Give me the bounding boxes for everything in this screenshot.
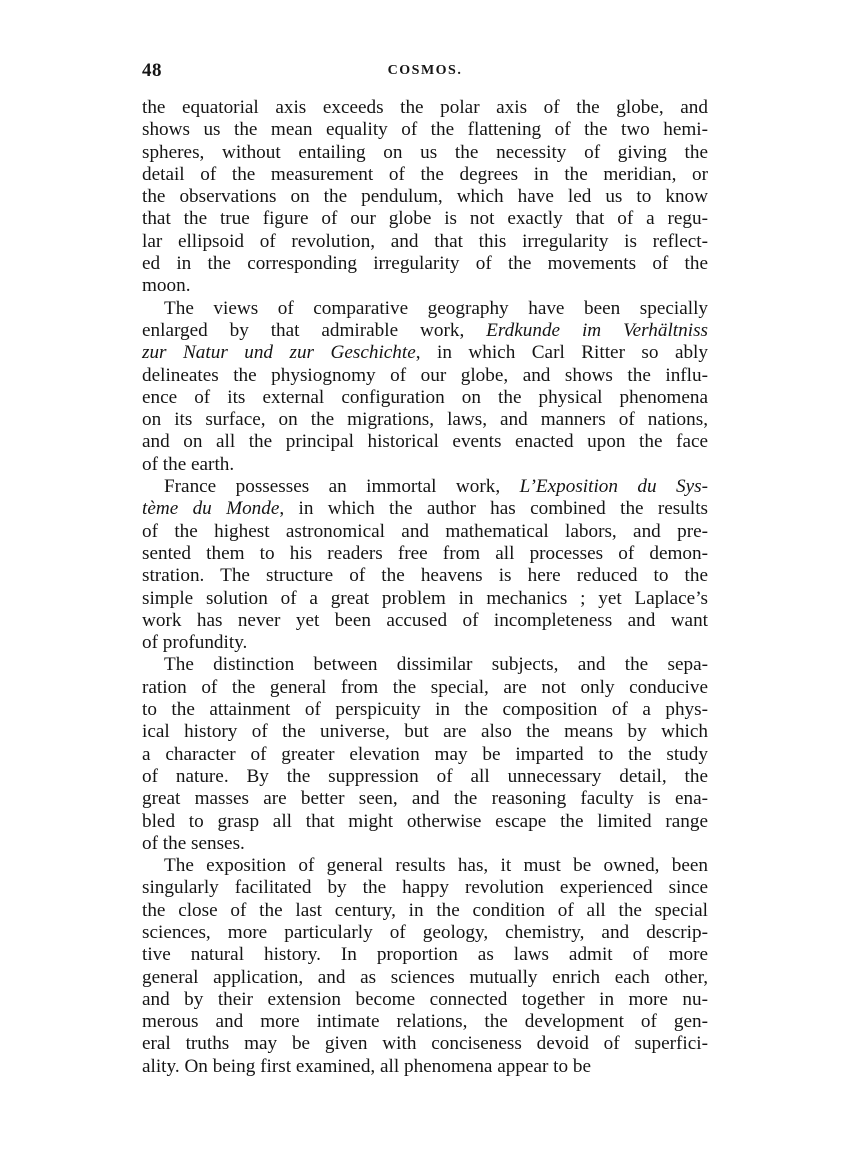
text-line: the observations on the pendulum, which have led us to know xyxy=(142,186,708,208)
text-line: eral truths may be given with conciseness devoid of superfici- xyxy=(142,1033,708,1055)
text-run: , in which the author has combined the results xyxy=(279,498,708,520)
paragraph xyxy=(142,855,708,1078)
text-line xyxy=(142,476,708,498)
text-run: , in which Carl Ritter so ably xyxy=(415,342,708,364)
text-line: of the senses. xyxy=(142,832,245,854)
text-line: singularly facilitated by the happy revolution experienced since xyxy=(142,877,708,899)
text-line: stration. The structure of the heavens is here reduced to the xyxy=(142,565,708,587)
paragraph xyxy=(142,298,708,476)
text-line: a character of greater elevation may be imparted to the study xyxy=(142,743,708,765)
text-run: enlarged by that admirable work, xyxy=(142,319,487,341)
text-line: The views of comparative geography have been specially xyxy=(164,297,708,319)
text-line: merous and more intimate relations, the development of gen- xyxy=(142,1011,708,1033)
text-line: tive natural history. In proportion as laws admit of more xyxy=(142,944,708,966)
text-line: ical history of the universe, but are also the means by which xyxy=(142,721,708,743)
text-line: ality. On being first examined, all phenomena appear to be xyxy=(142,1055,591,1077)
text-line: and by their extension become connected together in more nu- xyxy=(142,988,708,1010)
text-line: delineates the physiognomy of our globe, and shows the influ- xyxy=(142,364,708,386)
italic-title: L’Exposition du Sys- xyxy=(519,476,708,498)
text-line: sented them to his readers free from all processes of demon- xyxy=(142,542,708,564)
italic-title: zur Natur und zur Geschichte xyxy=(142,342,416,364)
text-line: and on all the principal historical events enacted upon the face xyxy=(142,431,708,453)
text-line: detail of the measurement of the degrees in the meridian, or xyxy=(142,163,708,185)
text-line: that the true figure of our globe is not exactly that of a regu- xyxy=(142,208,708,230)
text-line: the close of the last century, in the condition of all the special xyxy=(142,899,708,921)
text-line: ence of its external configuration on the physical phenomena xyxy=(142,386,708,408)
page-header xyxy=(142,60,708,82)
text-line: of profundity. xyxy=(142,632,248,654)
text-line: moon. xyxy=(142,275,191,297)
text-line: of the earth. xyxy=(142,453,235,475)
text-line xyxy=(142,342,708,364)
text-line: The exposition of general results has, it must be owned, been xyxy=(164,855,708,877)
running-title: COSMOS. xyxy=(387,63,463,78)
text-line: the equatorial axis exceeds the polar axis of the globe, and xyxy=(142,97,708,118)
text-line: The distinction between dissimilar subjects, and the sepa- xyxy=(164,654,708,676)
italic-title: tème du Monde xyxy=(142,498,280,520)
text-line: of the highest astronomical and mathematical labors, and pre- xyxy=(142,520,708,542)
paragraph xyxy=(142,476,708,654)
page-number: 48 xyxy=(142,60,162,81)
text-line: to the attainment of perspicuity in the composition of a phys- xyxy=(142,699,708,721)
text-line: bled to grasp all that might otherwise escape the limited range xyxy=(142,810,708,832)
text-line: great masses are better seen, and the reasoning faculty is ena- xyxy=(142,788,708,810)
paragraph xyxy=(142,97,708,298)
text-line: simple solution of a great problem in mechanics ; yet Laplace’s xyxy=(142,587,708,609)
text-line: lar ellipsoid of revolution, and that this irregularity is reflect- xyxy=(142,230,708,252)
body-text xyxy=(142,97,708,1078)
text-line xyxy=(142,320,708,342)
text-line: spheres, without entailing on us the necessity of giving the xyxy=(142,141,708,163)
paragraph xyxy=(142,654,708,855)
text-line: on its surface, on the migrations, laws, and manners of nations, xyxy=(142,409,708,431)
text-line xyxy=(142,498,708,520)
text-line: of nature. By the suppression of all unnecessary detail, the xyxy=(142,765,708,787)
italic-title: Erdkunde im Verhältniss xyxy=(486,319,709,341)
text-line: shows us the mean equality of the flattening of the two hemi- xyxy=(142,119,708,141)
text-line: ed in the corresponding irregularity of the movements of the xyxy=(142,253,708,275)
text-run: France possesses an immortal work, xyxy=(164,476,520,498)
text-line: work has never yet been accused of incompleteness and want xyxy=(142,609,708,631)
text-line: sciences, more particularly of geology, chemistry, and descrip- xyxy=(142,921,708,943)
text-line: general application, and as sciences mutually enrich each other, xyxy=(142,966,708,988)
text-line: ration of the general from the special, are not only conducive xyxy=(142,676,708,698)
